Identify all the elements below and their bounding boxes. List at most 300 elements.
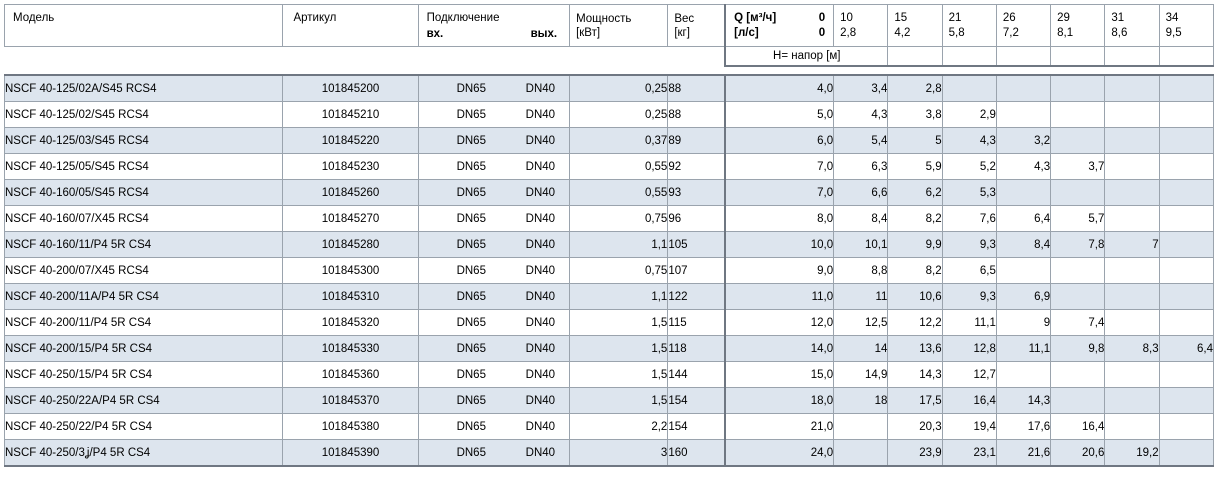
cell-article: 101845360 bbox=[283, 362, 418, 388]
table-row bbox=[5, 206, 1214, 232]
cell-head-2: 17,5 bbox=[888, 388, 942, 414]
cell-connection-out: DN40 bbox=[525, 290, 556, 303]
cell-head-0: 7,0 bbox=[725, 180, 834, 206]
cell-head-1 bbox=[834, 414, 888, 440]
cell-head-1: 6,6 bbox=[834, 180, 888, 206]
cell-model: NSCF 40-125/05/S45 RCS4 bbox=[5, 154, 283, 180]
cell-model: NSCF 40-200/11A/P4 5R CS4 bbox=[5, 284, 283, 310]
cell-connection-out: DN40 bbox=[525, 160, 556, 173]
cell-weight: 88 bbox=[668, 75, 725, 102]
cell-head-4 bbox=[996, 362, 1050, 388]
cell-head-1: 6,3 bbox=[834, 154, 888, 180]
connection-pair bbox=[419, 343, 570, 355]
header-weight-label: Вес bbox=[674, 13, 695, 25]
cell-connection bbox=[418, 102, 570, 128]
header-q-ls-value-6: 8,6 bbox=[1111, 27, 1128, 39]
cell-head-3: 12,8 bbox=[942, 336, 996, 362]
cell-head-7 bbox=[1159, 180, 1213, 206]
connection-pair bbox=[419, 161, 570, 173]
cell-head-2: 6,2 bbox=[888, 180, 942, 206]
cell-connection-in: DN65 bbox=[456, 368, 486, 381]
connection-pair bbox=[419, 135, 570, 147]
cell-head-3: 19,4 bbox=[942, 414, 996, 440]
table-body bbox=[5, 75, 1214, 466]
header-q-m3h-value-0: 0 bbox=[818, 12, 826, 24]
cell-connection bbox=[418, 180, 570, 206]
cell-model: NSCF 40-125/02A/S45 RCS4 bbox=[5, 75, 283, 102]
cell-power: 1,1 bbox=[570, 284, 668, 310]
cell-head-1 bbox=[834, 440, 888, 467]
cell-weight: 105 bbox=[668, 232, 725, 258]
connection-pair bbox=[419, 447, 570, 459]
cell-head-7 bbox=[1159, 388, 1213, 414]
napor-cell-5 bbox=[1051, 47, 1105, 67]
cell-head-0: 11,0 bbox=[725, 284, 834, 310]
cell-head-5 bbox=[1051, 102, 1105, 128]
cell-head-4: 14,3 bbox=[996, 388, 1050, 414]
cell-head-1: 4,3 bbox=[834, 102, 888, 128]
cell-head-0: 12,0 bbox=[725, 310, 834, 336]
header-q-ls-value-3: 5,8 bbox=[948, 27, 965, 39]
cell-weight: 160 bbox=[668, 440, 725, 467]
cell-connection-in: DN65 bbox=[456, 108, 486, 121]
cell-article: 101845200 bbox=[283, 75, 418, 102]
cell-power: 1,1 bbox=[570, 232, 668, 258]
cell-head-7 bbox=[1159, 102, 1213, 128]
header-flow-ls-line bbox=[726, 24, 833, 39]
cell-head-2: 8,2 bbox=[888, 206, 942, 232]
header-connection-in: вх. bbox=[426, 28, 444, 40]
cell-weight: 89 bbox=[668, 128, 725, 154]
connection-pair bbox=[419, 83, 570, 95]
cell-connection bbox=[418, 310, 570, 336]
table-row bbox=[5, 102, 1214, 128]
cell-head-4 bbox=[996, 258, 1050, 284]
cell-head-7 bbox=[1159, 232, 1213, 258]
connection-pair bbox=[419, 395, 570, 407]
table-row bbox=[5, 75, 1214, 102]
header-flow-m3h-line bbox=[726, 12, 833, 24]
cell-head-1: 14,9 bbox=[834, 362, 888, 388]
cell-head-5: 9,8 bbox=[1051, 336, 1105, 362]
header-power-unit: [кВт] bbox=[576, 27, 601, 40]
cell-connection-out: DN40 bbox=[525, 134, 556, 147]
napor-cell-6 bbox=[1105, 47, 1159, 67]
cell-head-6 bbox=[1105, 362, 1159, 388]
cell-weight: 96 bbox=[668, 206, 725, 232]
cell-head-3: 16,4 bbox=[942, 388, 996, 414]
cell-head-5: 20,6 bbox=[1051, 440, 1105, 467]
cell-power: 1,5 bbox=[570, 388, 668, 414]
cell-weight: 144 bbox=[668, 362, 725, 388]
cell-head-0: 8,0 bbox=[725, 206, 834, 232]
cell-head-2: 14,3 bbox=[888, 362, 942, 388]
cell-power: 3 bbox=[570, 440, 668, 467]
cell-model: NSCF 40-125/02/S45 RCS4 bbox=[5, 102, 283, 128]
table-row bbox=[5, 310, 1214, 336]
cell-article: 101845230 bbox=[283, 154, 418, 180]
cell-head-6 bbox=[1105, 102, 1159, 128]
cell-head-5 bbox=[1051, 388, 1105, 414]
cell-power: 0,75 bbox=[570, 206, 668, 232]
cell-connection bbox=[418, 414, 570, 440]
table-header bbox=[5, 5, 1214, 76]
cell-head-5: 5,7 bbox=[1051, 206, 1105, 232]
cell-head-0: 4,0 bbox=[725, 75, 834, 102]
header-q-m3h-label: Q [м³/ч] bbox=[734, 12, 777, 24]
cell-connection bbox=[418, 75, 570, 102]
table-row bbox=[5, 154, 1214, 180]
cell-weight: 107 bbox=[668, 258, 725, 284]
cell-connection-in: DN65 bbox=[456, 264, 486, 277]
cell-power: 0,55 bbox=[570, 154, 668, 180]
header-q-ls-value-0: 0 bbox=[818, 27, 826, 39]
cell-connection-out: DN40 bbox=[525, 342, 556, 355]
cell-head-4 bbox=[996, 102, 1050, 128]
header-q-m3h-value-1: 10 bbox=[840, 12, 853, 24]
cell-head-7 bbox=[1159, 206, 1213, 232]
cell-head-1: 5,4 bbox=[834, 128, 888, 154]
connection-pair bbox=[419, 369, 570, 381]
cell-head-3: 9,3 bbox=[942, 284, 996, 310]
header-flow-col-2 bbox=[888, 5, 942, 47]
header-flow-col-7 bbox=[1159, 5, 1213, 47]
cell-head-0: 14,0 bbox=[725, 336, 834, 362]
napor-spacer bbox=[5, 47, 726, 67]
cell-connection-out: DN40 bbox=[525, 82, 556, 95]
header-flow-col-1 bbox=[834, 5, 888, 47]
cell-head-1: 8,4 bbox=[834, 206, 888, 232]
cell-connection-out: DN40 bbox=[525, 316, 556, 329]
cell-head-4: 21,6 bbox=[996, 440, 1050, 467]
pump-specification-table bbox=[4, 4, 1214, 467]
table-row bbox=[5, 232, 1214, 258]
cell-head-2: 9,9 bbox=[888, 232, 942, 258]
connection-pair bbox=[419, 421, 570, 433]
cell-head-3: 2,9 bbox=[942, 102, 996, 128]
cell-head-2: 3,8 bbox=[888, 102, 942, 128]
cell-article: 101845210 bbox=[283, 102, 418, 128]
header-q-m3h-value-6: 31 bbox=[1111, 12, 1125, 24]
cell-head-4: 11,1 bbox=[996, 336, 1050, 362]
cell-connection bbox=[418, 388, 570, 414]
cell-connection-in: DN65 bbox=[456, 134, 486, 147]
header-row-napor bbox=[5, 47, 1214, 67]
cell-head-1: 11 bbox=[834, 284, 888, 310]
cell-head-7 bbox=[1159, 154, 1213, 180]
cell-connection bbox=[418, 154, 570, 180]
cell-head-0: 18,0 bbox=[725, 388, 834, 414]
cell-head-3: 5,3 bbox=[942, 180, 996, 206]
cell-connection-in: DN65 bbox=[456, 238, 486, 251]
cell-model: NSCF 40-250/22/P4 5R CS4 bbox=[5, 414, 283, 440]
cell-head-6 bbox=[1105, 310, 1159, 336]
cell-head-4: 17,6 bbox=[996, 414, 1050, 440]
cell-model: NSCF 40-200/11/P4 5R CS4 bbox=[5, 310, 283, 336]
cell-connection-in: DN65 bbox=[456, 342, 486, 355]
cell-head-3: 7,6 bbox=[942, 206, 996, 232]
connection-pair bbox=[419, 317, 570, 329]
header-q-ls-value-7: 9,5 bbox=[1165, 27, 1182, 39]
cell-head-1: 8,8 bbox=[834, 258, 888, 284]
cell-weight: 122 bbox=[668, 284, 725, 310]
cell-model: NSCF 40-160/05/S45 RCS4 bbox=[5, 180, 283, 206]
napor-label: H= напор [м] bbox=[725, 47, 888, 67]
connection-pair bbox=[419, 265, 570, 277]
table-row bbox=[5, 284, 1214, 310]
header-flow-col-6 bbox=[1105, 5, 1159, 47]
cell-article: 101845270 bbox=[283, 206, 418, 232]
cell-connection-out: DN40 bbox=[525, 212, 556, 225]
cell-head-6 bbox=[1105, 258, 1159, 284]
cell-head-3 bbox=[942, 75, 996, 102]
cell-head-0: 10,0 bbox=[725, 232, 834, 258]
cell-head-7 bbox=[1159, 75, 1213, 102]
cell-article: 101845310 bbox=[283, 284, 418, 310]
cell-connection bbox=[418, 258, 570, 284]
cell-head-2: 12,2 bbox=[888, 310, 942, 336]
cell-power: 0,75 bbox=[570, 258, 668, 284]
cell-head-4: 6,9 bbox=[996, 284, 1050, 310]
cell-connection-out: DN40 bbox=[525, 238, 556, 251]
cell-connection bbox=[418, 440, 570, 467]
cell-head-7 bbox=[1159, 310, 1213, 336]
cell-power: 1,5 bbox=[570, 336, 668, 362]
cell-head-5: 16,4 bbox=[1051, 414, 1105, 440]
header-q-m3h-value-3: 21 bbox=[948, 12, 962, 24]
cell-weight: 154 bbox=[668, 414, 725, 440]
header-connection-label: Подключение bbox=[426, 12, 500, 24]
cell-head-6: 7 bbox=[1105, 232, 1159, 258]
cell-connection-out: DN40 bbox=[525, 420, 556, 433]
cell-head-0: 7,0 bbox=[725, 154, 834, 180]
cell-connection-out: DN40 bbox=[525, 368, 556, 381]
cell-head-6 bbox=[1105, 388, 1159, 414]
cell-connection bbox=[418, 284, 570, 310]
spec-sheet bbox=[0, 4, 1218, 488]
header-q-ls-value-5: 8,1 bbox=[1057, 27, 1074, 39]
cell-head-2: 13,6 bbox=[888, 336, 942, 362]
cell-model: NSCF 40-250/3ʝ/P4 5R CS4 bbox=[5, 440, 283, 467]
header-q-ls-value-1: 2,8 bbox=[840, 27, 857, 39]
cell-weight: 88 bbox=[668, 102, 725, 128]
cell-head-7 bbox=[1159, 284, 1213, 310]
cell-head-7 bbox=[1159, 414, 1213, 440]
table-row bbox=[5, 258, 1214, 284]
header-flow-col-4 bbox=[996, 5, 1050, 47]
cell-head-3: 5,2 bbox=[942, 154, 996, 180]
connection-pair bbox=[419, 239, 570, 251]
cell-head-1: 14 bbox=[834, 336, 888, 362]
cell-head-3: 4,3 bbox=[942, 128, 996, 154]
cell-connection-in: DN65 bbox=[456, 212, 486, 225]
cell-power: 0,55 bbox=[570, 180, 668, 206]
cell-head-5 bbox=[1051, 362, 1105, 388]
cell-model: NSCF 40-125/03/S45 RCS4 bbox=[5, 128, 283, 154]
cell-article: 101845380 bbox=[283, 414, 418, 440]
cell-head-2: 5 bbox=[888, 128, 942, 154]
cell-head-0: 21,0 bbox=[725, 414, 834, 440]
header-power-label: Мощность bbox=[576, 13, 632, 25]
cell-head-2: 23,9 bbox=[888, 440, 942, 467]
cell-head-7: 6,4 bbox=[1159, 336, 1213, 362]
cell-head-3: 6,5 bbox=[942, 258, 996, 284]
cell-weight: 154 bbox=[668, 388, 725, 414]
cell-article: 101845300 bbox=[283, 258, 418, 284]
cell-connection bbox=[418, 206, 570, 232]
cell-connection-in: DN65 bbox=[456, 160, 486, 173]
header-connection-sub bbox=[427, 24, 570, 40]
napor-cell-4 bbox=[996, 47, 1050, 67]
cell-article: 101845320 bbox=[283, 310, 418, 336]
cell-head-2: 20,3 bbox=[888, 414, 942, 440]
table-row bbox=[5, 336, 1214, 362]
cell-weight: 118 bbox=[668, 336, 725, 362]
table-row bbox=[5, 388, 1214, 414]
header-q-m3h-value-2: 15 bbox=[894, 12, 908, 24]
napor-cell-7 bbox=[1159, 47, 1213, 67]
cell-connection-in: DN65 bbox=[456, 446, 486, 459]
table-row bbox=[5, 440, 1214, 467]
cell-article: 101845370 bbox=[283, 388, 418, 414]
table-row bbox=[5, 362, 1214, 388]
header-q-ls-value-4: 7,2 bbox=[1002, 27, 1019, 39]
connection-pair bbox=[419, 213, 570, 225]
cell-model: NSCF 40-160/07/X45 RCS4 bbox=[5, 206, 283, 232]
header-connection-out: вых. bbox=[530, 28, 558, 40]
cell-head-0: 9,0 bbox=[725, 258, 834, 284]
cell-head-1: 3,4 bbox=[834, 75, 888, 102]
connection-pair bbox=[419, 187, 570, 199]
cell-head-6 bbox=[1105, 284, 1159, 310]
cell-power: 0,37 bbox=[570, 128, 668, 154]
cell-head-3: 23,1 bbox=[942, 440, 996, 467]
header-model: Модель bbox=[5, 5, 283, 47]
cell-model: NSCF 40-250/15/P4 5R CS4 bbox=[5, 362, 283, 388]
cell-power: 1,5 bbox=[570, 310, 668, 336]
cell-head-1: 18 bbox=[834, 388, 888, 414]
cell-connection-in: DN65 bbox=[456, 316, 486, 329]
cell-head-5 bbox=[1051, 75, 1105, 102]
header-connection bbox=[418, 5, 570, 47]
cell-head-6 bbox=[1105, 206, 1159, 232]
table-row bbox=[5, 414, 1214, 440]
cell-head-2: 2,8 bbox=[888, 75, 942, 102]
cell-head-0: 6,0 bbox=[725, 128, 834, 154]
cell-connection-out: DN40 bbox=[525, 264, 556, 277]
cell-head-5 bbox=[1051, 180, 1105, 206]
cell-head-5 bbox=[1051, 284, 1105, 310]
cell-connection bbox=[418, 128, 570, 154]
cell-connection-in: DN65 bbox=[456, 420, 486, 433]
cell-connection bbox=[418, 232, 570, 258]
header-body-gap bbox=[5, 66, 1214, 75]
cell-head-4: 4,3 bbox=[996, 154, 1050, 180]
cell-head-7 bbox=[1159, 362, 1213, 388]
cell-head-6: 8,3 bbox=[1105, 336, 1159, 362]
cell-head-2: 8,2 bbox=[888, 258, 942, 284]
header-q-ls-label: [л/с] bbox=[734, 27, 759, 39]
header-weight bbox=[668, 5, 725, 47]
cell-head-0: 15,0 bbox=[725, 362, 834, 388]
cell-connection-in: DN65 bbox=[456, 394, 486, 407]
cell-connection-out: DN40 bbox=[525, 446, 556, 459]
gap-cell bbox=[5, 66, 1214, 75]
table-row bbox=[5, 128, 1214, 154]
cell-head-4: 6,4 bbox=[996, 206, 1050, 232]
cell-head-3: 11,1 bbox=[942, 310, 996, 336]
header-q-ls-value-2: 4,2 bbox=[894, 27, 911, 39]
cell-head-7 bbox=[1159, 440, 1213, 467]
cell-connection-in: DN65 bbox=[456, 82, 486, 95]
cell-head-2: 10,6 bbox=[888, 284, 942, 310]
cell-head-1: 12,5 bbox=[834, 310, 888, 336]
cell-head-0: 5,0 bbox=[725, 102, 834, 128]
cell-connection bbox=[418, 362, 570, 388]
header-q-m3h-value-5: 29 bbox=[1057, 12, 1070, 24]
cell-head-6 bbox=[1105, 414, 1159, 440]
cell-model: NSCF 40-250/22A/P4 5R CS4 bbox=[5, 388, 283, 414]
cell-head-4 bbox=[996, 180, 1050, 206]
cell-head-6: 19,2 bbox=[1105, 440, 1159, 467]
connection-pair bbox=[419, 291, 570, 303]
cell-article: 101845330 bbox=[283, 336, 418, 362]
cell-head-3: 9,3 bbox=[942, 232, 996, 258]
cell-connection-out: DN40 bbox=[525, 394, 556, 407]
napor-cell-3 bbox=[942, 47, 996, 67]
cell-head-5: 7,8 bbox=[1051, 232, 1105, 258]
header-q-m3h-value-4: 26 bbox=[1002, 12, 1016, 24]
cell-head-4 bbox=[996, 75, 1050, 102]
cell-model: NSCF 40-160/11/P4 5R CS4 bbox=[5, 232, 283, 258]
cell-power: 0,25 bbox=[570, 75, 668, 102]
cell-head-6 bbox=[1105, 128, 1159, 154]
header-weight-unit: [кг] bbox=[674, 27, 690, 40]
header-flow-first bbox=[725, 5, 834, 47]
cell-head-5 bbox=[1051, 258, 1105, 284]
cell-head-2: 5,9 bbox=[888, 154, 942, 180]
connection-pair bbox=[419, 109, 570, 121]
cell-article: 101845260 bbox=[283, 180, 418, 206]
table-row bbox=[5, 180, 1214, 206]
cell-head-7 bbox=[1159, 128, 1213, 154]
cell-head-6 bbox=[1105, 154, 1159, 180]
cell-head-3: 12,7 bbox=[942, 362, 996, 388]
header-article: Артикул bbox=[283, 5, 418, 47]
cell-article: 101845390 bbox=[283, 440, 418, 467]
header-flow-col-5 bbox=[1051, 5, 1105, 47]
napor-cell-2 bbox=[888, 47, 942, 67]
cell-article: 101845280 bbox=[283, 232, 418, 258]
cell-power: 2,2 bbox=[570, 414, 668, 440]
cell-head-6 bbox=[1105, 180, 1159, 206]
header-flow-col-3 bbox=[942, 5, 996, 47]
cell-head-5: 7,4 bbox=[1051, 310, 1105, 336]
header-power bbox=[570, 5, 668, 47]
cell-head-4: 8,4 bbox=[996, 232, 1050, 258]
cell-weight: 93 bbox=[668, 180, 725, 206]
cell-head-0: 24,0 bbox=[725, 440, 834, 467]
header-q-m3h-value-7: 34 bbox=[1165, 12, 1179, 24]
cell-head-5: 3,7 bbox=[1051, 154, 1105, 180]
cell-head-6 bbox=[1105, 75, 1159, 102]
cell-connection-out: DN40 bbox=[525, 186, 556, 199]
cell-head-5 bbox=[1051, 128, 1105, 154]
cell-weight: 92 bbox=[668, 154, 725, 180]
cell-head-4: 3,2 bbox=[996, 128, 1050, 154]
cell-model: NSCF 40-200/15/P4 5R CS4 bbox=[5, 336, 283, 362]
cell-head-4: 9 bbox=[996, 310, 1050, 336]
